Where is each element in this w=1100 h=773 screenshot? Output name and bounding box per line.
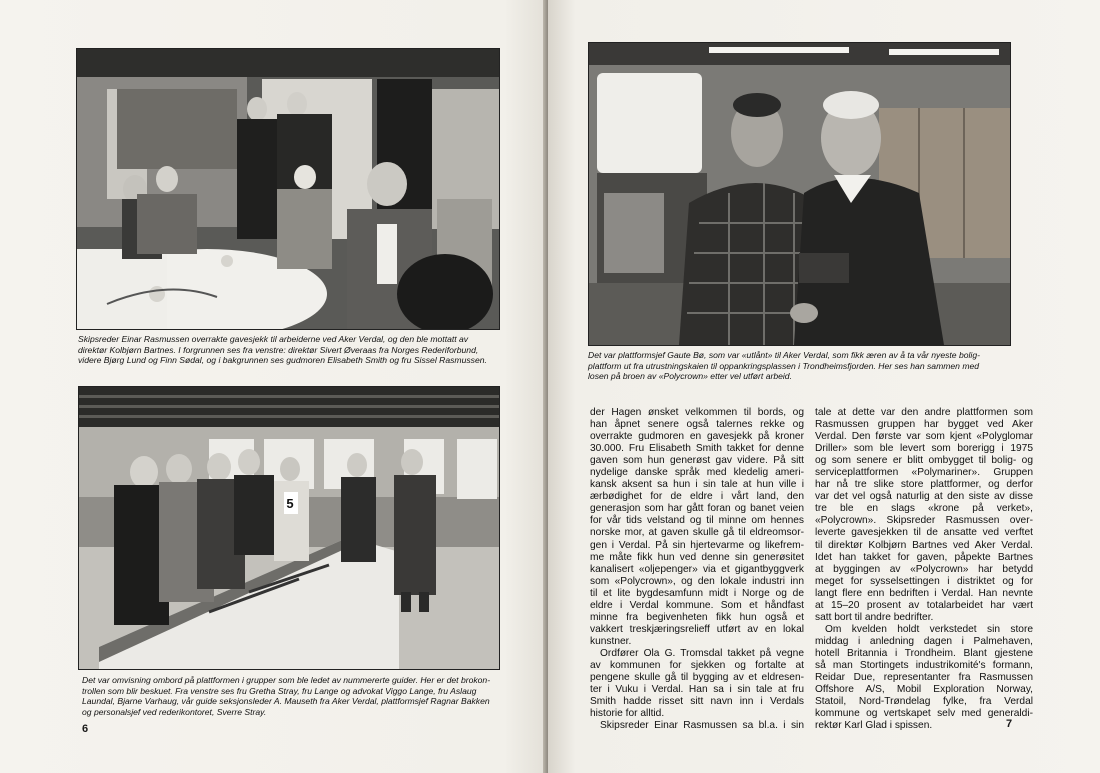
platform-chief-photo-drawing — [589, 43, 1010, 345]
text-line: «Polycrown». Skipsreder Rasmussen over- — [815, 515, 1033, 527]
caption-line: Skipsreder Einar Rasmussen overrakte gavesjekk til arbeiderne ved Aker Verdal, og den ble mottatt av — [78, 334, 469, 344]
text-line: me måte fikk hun ved denne sin generøsitet — [590, 551, 804, 563]
text-line: rektør Karl Glad i spissen. — [815, 720, 933, 732]
text-line: leverte gavesjekken til de ansatte ved verftet — [815, 527, 1033, 539]
text-line: kunstner. — [590, 635, 632, 647]
text-line: Offshore A/S, Mobil Exploration Norway, — [815, 684, 1033, 696]
text-line: kanalisert «oljepenger» via et gigantbyggverk — [590, 563, 804, 575]
text-line: 30.000. Fru Elisabeth Smith takket for denne — [590, 443, 804, 455]
text-line: generasjon som har gått foran og banet veien — [590, 503, 804, 515]
text-line: minne fra begivenheten fikk hun også et — [590, 611, 804, 623]
text-line: tre ble en slags «krone på verket», — [815, 503, 1033, 515]
text-line: tale at dette var den andre plattformen som — [815, 407, 1033, 418]
text-line: Statoil, Nord-Trøndelag fylke, fra Verdal — [815, 696, 1033, 708]
text-line: så man Stortingets industrikomité's formann, — [815, 659, 1033, 671]
caption-line: og personalsjef ved rederikontoret, Sverre Stray. — [82, 706, 267, 717]
banquet-photo-caption — [78, 334, 508, 366]
text-line: langt flere enn bedriften i Verdal. Han nevnte — [815, 587, 1033, 599]
text-line: nydelige danske språk med kledelig ameri- — [590, 467, 804, 479]
guide-number: 5 — [286, 496, 294, 511]
text-line: vakkert treskjæringsrelieff utført av en lokal — [590, 623, 804, 635]
text-line: kommune og vertskapet selv med generaldi- — [815, 708, 1033, 720]
caption-line: Laundal, Bjarne Varhaug, vår guide seksjonsleder A. Mauseth fra Aker Verdal, plattformsjef Ragnar Bakken — [82, 696, 490, 707]
bridge-control-photo — [78, 386, 500, 670]
caption-line: losen på broen av «Polycrown» etter vel utført arbeid. — [588, 371, 792, 382]
bridge-control-photo-drawing — [79, 387, 499, 669]
bridge-control-photo-caption — [82, 675, 512, 717]
page-number-left: 6 — [82, 723, 89, 735]
text-line: ter i Vuku i Verdal. Han sa i sin tale at fru — [590, 684, 804, 696]
text-line: har nå tre slike store plattformer, og derfor — [815, 479, 1033, 491]
text-line: at byggingen av «Polycrown» har betydd — [815, 563, 1033, 575]
article-paragraph — [590, 720, 804, 732]
platform-chief-photo — [588, 42, 1011, 346]
banquet-photo — [76, 48, 500, 330]
article-paragraph — [815, 407, 1033, 624]
text-line: meget for sysselsettingen i distriktet og for — [815, 575, 1033, 587]
text-line: Skipsreder Einar Rasmussen sa bl.a. i sin — [600, 720, 804, 732]
article-column-left — [590, 407, 804, 732]
caption-line: trollen som blir beskuet. Fra venstre ses fru Gretha Stray, fru Lange og advokat Viggo Lange, fru Aslaug — [82, 685, 477, 696]
text-line: kansk aksent sa hun i sin tale at hun ville i — [590, 479, 804, 491]
article-paragraph — [590, 648, 804, 720]
text-line: der Hagen ønsket velkommen til bords, og — [590, 407, 804, 418]
text-line: til direktør Kolbjørn Bartnes ved Aker Verdal. — [815, 539, 1033, 551]
banquet-photo-drawing — [77, 49, 499, 329]
text-line: Om kvelden holdt verkstedet sin store — [825, 623, 1033, 635]
text-line: at 15–20 prosent av totalarbeidet har vært — [815, 599, 1033, 611]
text-line: ærbødighet for de eldre i vårt land, den — [590, 491, 804, 503]
text-line: Verdal. Den første var som kjent «Polyglomar — [815, 431, 1033, 443]
left-page — [0, 0, 548, 773]
article-paragraph — [590, 407, 804, 648]
text-line: gaven som hun generøst gav videre. På sitt — [590, 455, 804, 467]
article-paragraph — [815, 624, 1033, 732]
caption-line: direktør Kolbjørn Bartnes. I forgrunnen ses fra venstre: direktør Sivert Øveraas fra Norges Rederiforbund, — [78, 344, 479, 355]
text-line: og som senere er blitt ombygget til bolig- og — [815, 455, 1033, 467]
text-line: som «Polycrown», og den lokale industri inn — [590, 575, 804, 587]
text-line: han åpnet senere også talernes rekke og — [590, 419, 804, 431]
text-line: serviceplattformen «Polymariner». Gruppen — [815, 467, 1033, 479]
caption-line: videre Bjørg Lund og Finn Sødal, og i bakgrunnen ses gudmoren Elisabeth Smith og fru Sissel Rasmussen. — [78, 355, 487, 366]
caption-line: Det var plattformsjef Gaute Bø, som var «utlånt» til Aker Verdal, som fikk æren av å ta vår nyeste bolig- — [588, 350, 980, 360]
text-line: til et lite bygdesamfunn midt i Norge og de — [590, 587, 804, 599]
text-line: norske mor, at gaven skulle gå til eldreomsor- — [590, 527, 804, 539]
right-page — [548, 0, 1100, 773]
text-line: hotell Britannia i Trondheim. Blant gjestene — [815, 647, 1033, 659]
text-line: av kommunen for sjekken og fortalte at — [590, 659, 804, 671]
text-line: Driller» som ble levert som borerigg i 1975 — [815, 443, 1033, 455]
page-number-right: 7 — [1006, 718, 1013, 730]
text-line: middag i anledning dagen i Palmehaven, — [815, 635, 1033, 647]
platform-chief-photo-caption — [588, 350, 1028, 382]
text-line: eldre i Verdal kommune. Som et håndfast — [590, 599, 804, 611]
text-line: for vår tids velstand og til minne om hennes — [590, 515, 804, 527]
caption-line: plattform ut fra utrustningskaien til oppankringsplassen i Trondheimsfjorden. Her ses han sammen med — [588, 360, 980, 371]
text-line: overrakte gudmoren en gavesjekk på kroner — [590, 431, 804, 443]
text-line: Rasmussen gruppen har bygget ved Aker — [815, 419, 1033, 431]
text-line: Reidar Due, representanter fra Rasmussen — [815, 672, 1033, 684]
text-line: gen i Verdal. På sin hjertevarme og likefrem- — [590, 539, 804, 551]
text-line: satt bort til andre bedrifter. — [815, 611, 934, 623]
text-line: Smith hadde risset sitt navn inn i Verdals — [590, 696, 804, 708]
article-column-right — [815, 407, 1033, 732]
text-line: var det vel også naturlig at den siste av disse — [815, 491, 1033, 503]
text-line: Ordfører Ola G. Tromsdal takket på vegne — [600, 647, 804, 659]
caption-line: Det var omvisning ombord på plattformen i grupper som ble ledet av nummererte guider. Her er det brokon- — [82, 675, 491, 685]
text-line: historie for alltid. — [590, 708, 665, 720]
text-line: Idet han takket for gaven, påpekte Bartnes — [815, 551, 1033, 563]
text-line: pengene skulle gå til bygging av et eldresen- — [590, 672, 804, 684]
